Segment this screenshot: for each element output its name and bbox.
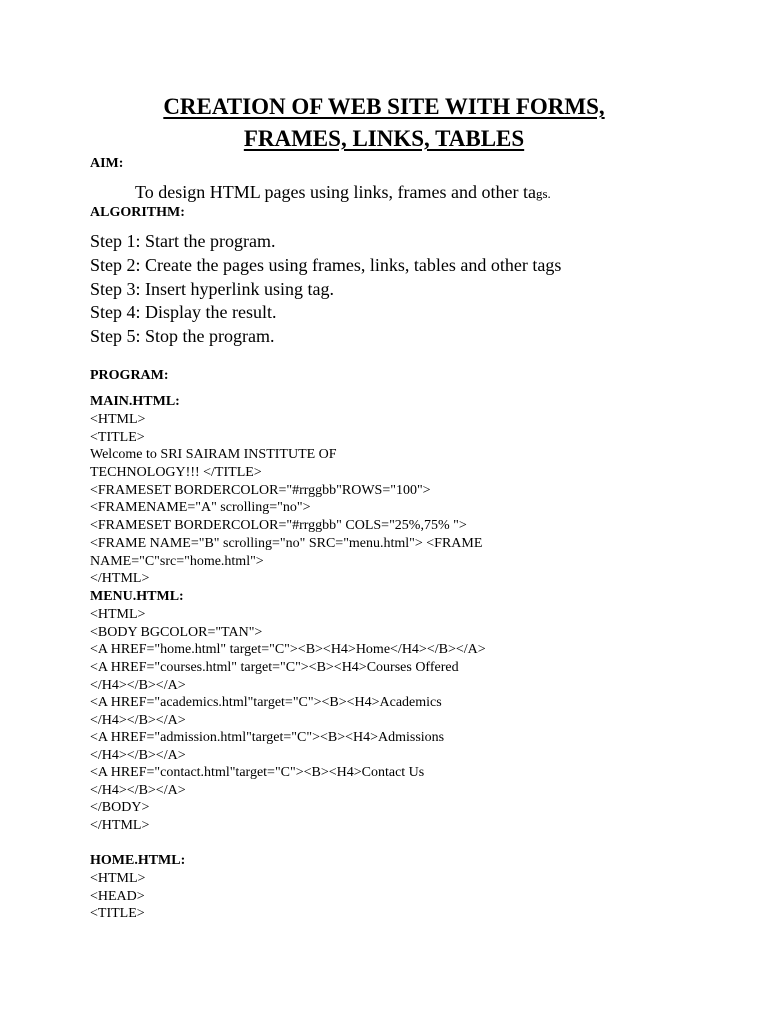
algorithm-step: Step 3: Insert hyperlink using tag. xyxy=(90,278,334,299)
main-html-code xyxy=(90,411,482,588)
algorithm-steps xyxy=(90,230,561,349)
code-line: <TITLE> xyxy=(90,906,145,922)
aim-text-main: To design HTML pages using links, frames and other ta xyxy=(135,182,536,202)
aim-heading: AIM: xyxy=(90,156,124,171)
algorithm-step: Step 5: Stop the program. xyxy=(90,326,275,347)
document-title-line-1: CREATION OF WEB SITE WITH FORMS, xyxy=(163,94,605,119)
algorithm-step: Step 1: Start the program. xyxy=(90,231,276,251)
code-line: <FRAMESET BORDERCOLOR="#rrggbb" COLS="25%,75% "> xyxy=(90,518,467,534)
code-line: NAME="C"src="home.html"> xyxy=(90,553,264,569)
code-line: <FRAMENAME="A" scrolling="no"> xyxy=(90,500,311,516)
aim-text xyxy=(135,180,551,206)
program-heading: PROGRAM: xyxy=(90,368,169,383)
menu-html-heading: MENU.HTML: xyxy=(90,589,184,604)
code-line: TECHNOLOGY!!! </TITLE> xyxy=(90,465,262,481)
code-line: <A HREF="courses.html" target="C"><B><H4>Courses Offered xyxy=(90,660,459,676)
main-html-heading: MAIN.HTML: xyxy=(90,394,180,409)
menu-html-code-b xyxy=(90,694,442,729)
aim-text-tail: gs. xyxy=(536,186,551,201)
code-line: <HTML> xyxy=(90,412,146,427)
code-line: <FRAMESET BORDERCOLOR="#rrggbb"ROWS="100"> xyxy=(90,482,431,498)
code-line: Welcome to SRI SAIRAM INSTITUTE OF xyxy=(90,447,337,463)
code-line: <FRAME NAME="B" scrolling="no" SRC="menu.html"> <FRAME xyxy=(90,535,483,551)
code-line: <A HREF="home.html" target="C"><B><H4>Home</H4></B></A> xyxy=(90,642,486,658)
document-title-line-2: FRAMES, LINKS, TABLES xyxy=(243,126,525,151)
code-line: <HEAD> xyxy=(90,888,145,904)
code-line: </HTML> xyxy=(90,818,150,834)
algorithm-heading: ALGORITHM: xyxy=(90,205,185,220)
menu-html-code-d xyxy=(90,764,424,835)
algorithm-step: Step 4: Display the result. xyxy=(90,302,277,323)
algorithm-step: Step 2: Create the pages using frames, links, tables and other tags xyxy=(90,254,562,275)
code-line: <A HREF="academics.html"target="C"><B><H4>Academics xyxy=(90,695,442,710)
code-line: </H4></B></A> xyxy=(90,712,186,728)
menu-html-code-c xyxy=(90,729,444,764)
code-line: <A HREF="admission.html"target="C"><B><H4>Admissions xyxy=(90,730,445,745)
code-line: </H4></B></A> xyxy=(90,782,186,798)
code-line: <BODY BGCOLOR="TAN"> xyxy=(90,624,263,640)
code-line: </H4></B></A> xyxy=(90,747,186,763)
code-line: <HTML> xyxy=(90,871,146,886)
home-html-code xyxy=(90,870,145,923)
menu-html-code-a xyxy=(90,606,486,694)
code-line: </HTML> xyxy=(90,571,150,587)
code-line: </BODY> xyxy=(90,800,150,816)
code-line: <HTML> xyxy=(90,607,146,622)
home-html-heading: HOME.HTML: xyxy=(90,853,186,868)
code-line: </H4></B></A> xyxy=(90,677,186,693)
code-line: <A HREF="contact.html"target="C"><B><H4>Contact Us xyxy=(90,765,425,780)
code-line: <TITLE> xyxy=(90,429,145,445)
